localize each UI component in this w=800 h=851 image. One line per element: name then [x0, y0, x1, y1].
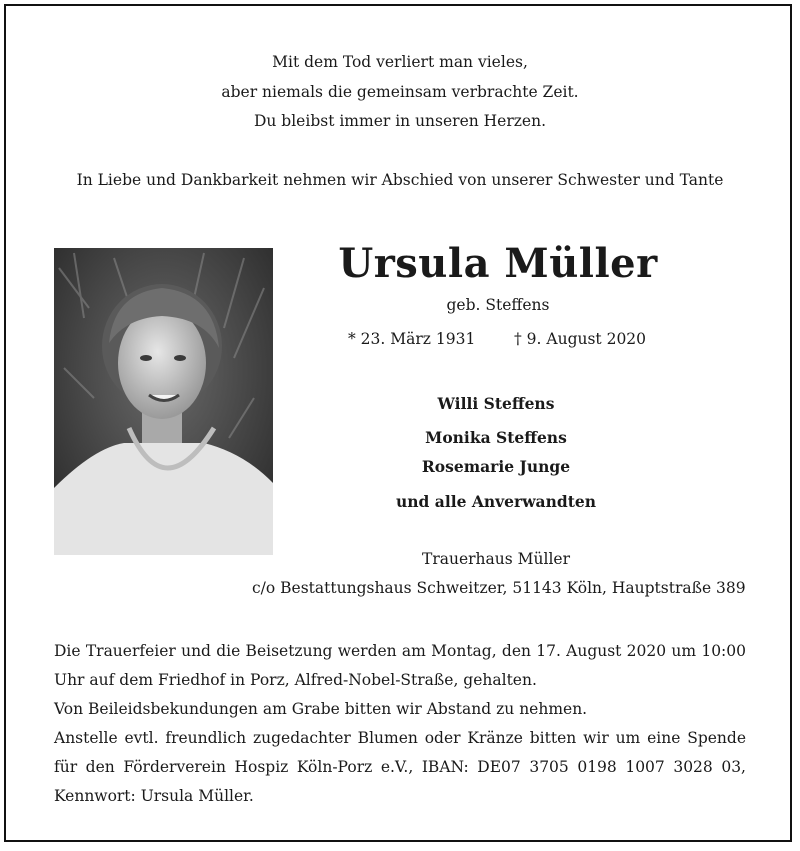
- poem: [0, 48, 800, 137]
- mourning-house: Trauerhaus Müller: [422, 550, 570, 568]
- condolences-text: Von Beileidsbekundungen am Grabe bitten wir Abstand zu nehmen.: [54, 700, 588, 718]
- portrait-photo: [54, 248, 273, 555]
- ceremony-text: Die Trauerfeier und die Beisetzung werden am Montag, den 17. August 2020 um 10:00 Uhr auf dem Friedhof in Porz, Alfred-Nobel-Straße, gehalten.: [54, 642, 746, 689]
- deceased-name: Ursula Müller: [338, 240, 658, 287]
- poem-line: Mit dem Tod verliert man vieles,: [272, 53, 528, 71]
- death-date: † 9. August 2020: [514, 330, 647, 348]
- mourner-name: Rosemarie Junge: [421, 457, 571, 476]
- poem-line: Du bleibst immer in unseren Herzen.: [253, 112, 547, 130]
- mourning-address: c/o Bestattungshaus Schweitzer, 51143 Köln, Hauptstraße 389: [252, 579, 746, 597]
- birth-date: * 23. März 1931: [348, 330, 476, 348]
- birth-name: geb. Steffens: [446, 296, 550, 314]
- poem-line: aber niemals die gemeinsam verbrachte Zeit.: [221, 82, 579, 101]
- intro-text: In Liebe und Dankbarkeit nehmen wir Abschied von unserer Schwester und Tante: [76, 171, 724, 189]
- mourner-name: Willi Steffens: [437, 394, 555, 413]
- mourner-name: Monika Steffens: [425, 428, 567, 447]
- donation-text: Anstelle evtl. freundlich zugedachter Blumen oder Kränze bitten wir um eine Spende für den Förderverein Hospiz Köln-Porz e.V., IBAN: DE07 3705 0198 1007 3028 03, Kennwort: Ursula Müller.: [54, 729, 746, 805]
- funeral-notice: [54, 637, 746, 811]
- mourner-relatives: und alle Anverwandten: [396, 492, 596, 511]
